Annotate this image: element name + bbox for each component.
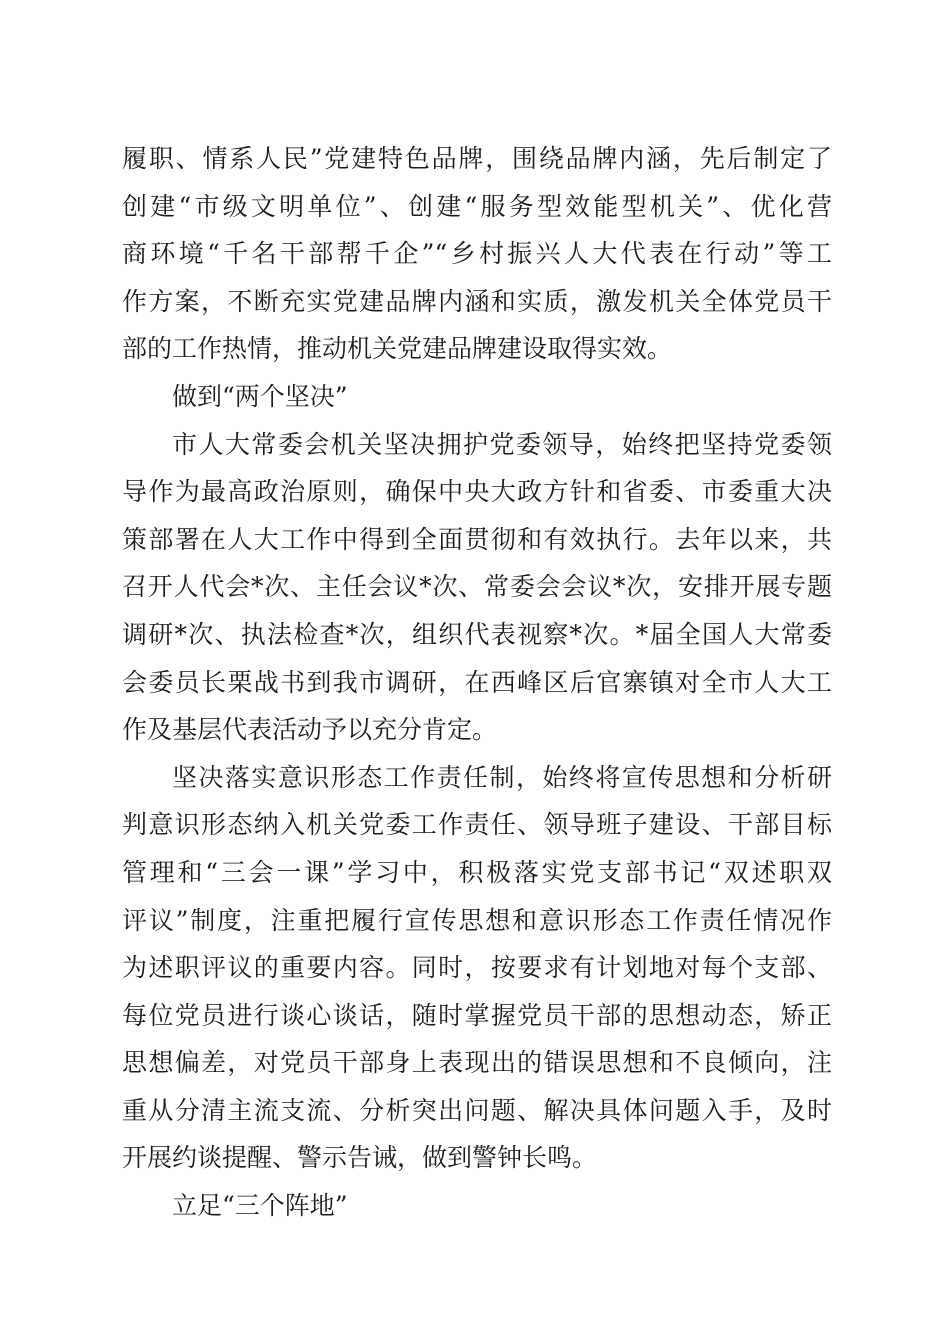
text-line: 调研*次、执法检查*次，组织代表视察*次。*届全国人大常委 [122, 619, 832, 649]
text-line: 坚决落实意识形态工作责任制，始终将宣传思想和分析研 [172, 762, 832, 792]
section-heading: 立足“三个阵地” [172, 1191, 348, 1221]
text-line: 管理和“三会一课”学习中，积极落实党支部书记“双述职双 [122, 857, 832, 887]
text-line: 每位党员进行谈心谈话，随时掌握党员干部的思想动态，矫正 [122, 1000, 832, 1030]
section-heading: 做到“两个坚决” [172, 381, 348, 411]
text-line: 开展约谈提醒、警示告诫，做到警钟长鸣。 [122, 1143, 598, 1173]
document-body [122, 135, 832, 1230]
text-line: 商环境“千名干部帮千企”“乡村振兴人大代表在行动”等工 [122, 239, 832, 269]
text-line: 市人大常委会机关坚决拥护党委领导，始终把坚持党委领 [172, 429, 832, 459]
text-line: 策部署在人大工作中得到全面贯彻和有效执行。去年以来，共 [122, 524, 832, 554]
text-line: 部的工作热情，推动机关党建品牌建设取得实效。 [122, 334, 673, 364]
text-line: 为述职评议的重要内容。同时，按要求有计划地对每个支部、 [122, 953, 832, 983]
text-line: 评议”制度，注重把履行宣传思想和意识形态工作责任情况作 [122, 905, 832, 935]
text-line: 作及基层代表活动予以充分肯定。 [122, 715, 498, 745]
text-line: 履职、情系人民”党建特色品牌，围绕品牌内涵，先后制定了 [122, 144, 832, 173]
text-line: 作方案，不断充实党建品牌内涵和实质，激发机关全体党员干 [122, 286, 832, 316]
text-line: 重从分清主流支流、分析突出问题、解决具体问题入手，及时 [122, 1095, 832, 1125]
text-line: 导作为最高政治原则，确保中央大政方针和省委、市委重大决 [122, 477, 832, 507]
text-line: 判意识形态纳入机关党委工作责任、领导班子建设、干部目标 [122, 810, 832, 840]
text-line: 召开人代会*次、主任会议*次、常委会会议*次，安排开展专题 [122, 572, 832, 602]
text-line: 创建“市级文明单位”、创建“服务型效能型机关”、优化营 [122, 191, 832, 221]
text-line: 会委员长栗战书到我市调研，在西峰区后官寨镇对全市人大工 [122, 667, 832, 697]
text-line: 思想偏差，对党员干部身上表现出的错误思想和不良倾向，注 [122, 1048, 832, 1078]
